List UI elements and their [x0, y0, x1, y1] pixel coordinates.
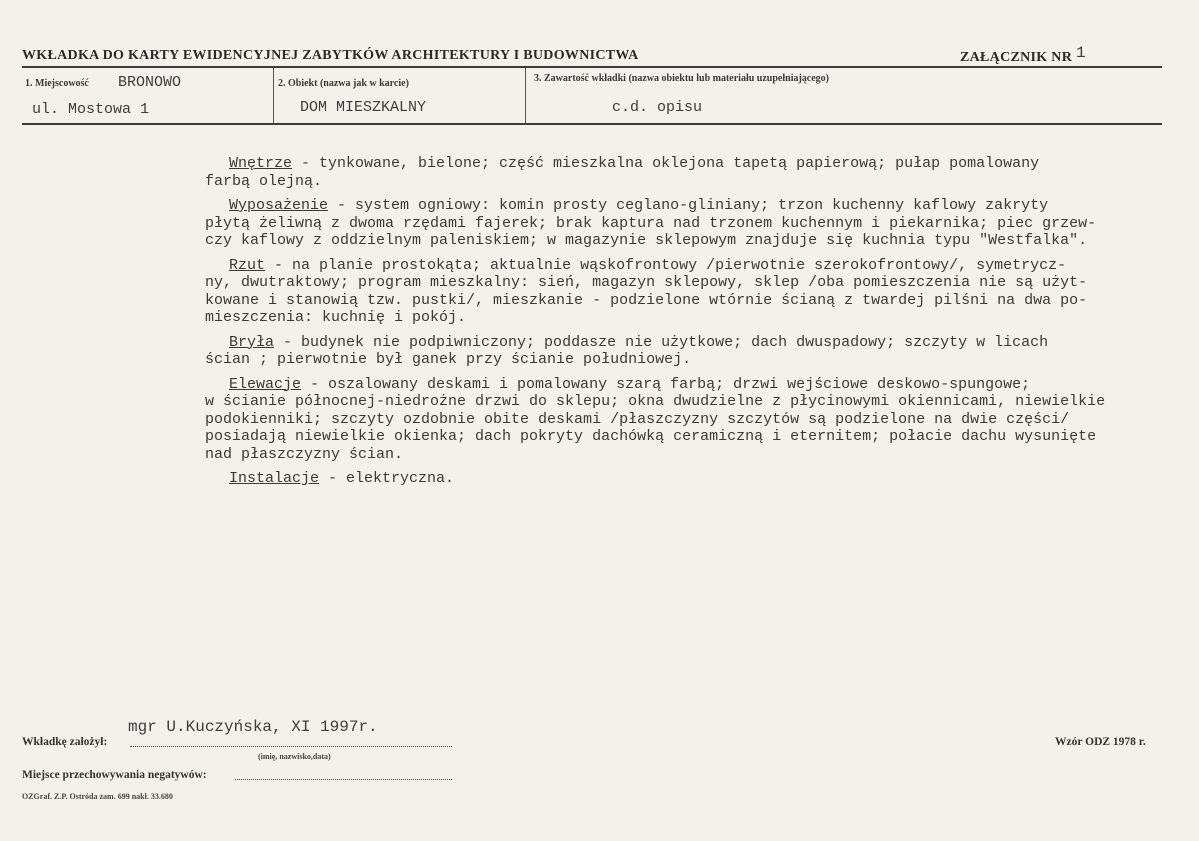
author-hint: (imię, nazwisko,data) — [258, 752, 331, 761]
field-2-label: 2. Obiekt (nazwa jak w karcie) — [278, 78, 409, 89]
storage-label: Miejsce przechowywania negatywów: — [22, 769, 207, 781]
header-rule-top — [22, 66, 1162, 68]
attachment-number: 1 — [1075, 44, 1086, 62]
paragraph-installations — [205, 470, 1185, 488]
text-line: - oszalowany deskami i pomalowany szarą farbą; drzwi wejściowe deskowo-spungowe; — [301, 375, 1031, 393]
heading-plan: Rzut — [229, 256, 266, 274]
field-1-value-street: ul. Mostowa 1 — [32, 101, 150, 118]
text-line: płytą żeliwną z dwoma rzędami fajerek; brak kaptura nad trzonem kuchennym i piekarnika; piec grzew- — [205, 214, 1097, 232]
field-divider-2 — [525, 68, 526, 123]
paragraph-equipment — [205, 197, 1185, 250]
text-line: farbą olejną. — [205, 172, 323, 190]
field-divider-1 — [273, 68, 274, 123]
text-line: - budynek nie podpiwniczony; poddasze nie użytkowe; dach dwuspadowy; szczyty w licach — [274, 333, 1049, 351]
attachment-label-text: ZAŁĄCZNIK NR — [960, 50, 1073, 65]
printer-note: OZGraf. Z.P. Ostróda zam. 699 nakł. 33.680 — [22, 792, 173, 801]
field-2-value: DOM MIESZKALNY — [300, 99, 427, 116]
form-id: Wzór ODZ 1978 r. — [1055, 736, 1146, 748]
text-line: mieszczenia: kuchnię i pokój. — [205, 309, 467, 326]
field-3-value: c.d. opisu — [612, 99, 703, 116]
text-line: - tynkowane, bielone; część mieszkalna oklejona tapetą papierową; pułap pomalowany — [292, 155, 1040, 172]
header-rule-bottom — [22, 123, 1162, 125]
paragraph-plan — [205, 257, 1185, 327]
attachment-label — [960, 44, 1086, 66]
storage-dotted-line — [235, 779, 452, 780]
text-line: czy kaflowy z oddzielnym paleniskiem; w magazynie sklepowym znajduje się kuchnia typu "Westfalka". — [205, 232, 1088, 249]
heading-massing: Bryła — [229, 333, 275, 351]
heading-equipment: Wyposażenie — [229, 197, 329, 214]
heading-installations: Instalacje — [229, 470, 320, 487]
paragraph-elevations — [205, 376, 1185, 464]
author-dotted-line — [130, 746, 452, 747]
author-label: Wkładkę założył: — [22, 736, 108, 748]
text-line: - na planie prostokąta; aktualnie wąskofrontowy /pierwotnie szerokofrontowy/, symetrycz- — [265, 256, 1067, 274]
text-line: - system ogniowy: komin prosty ceglano-gliniany; trzon kuchenny kaflowy zakryty — [328, 197, 1049, 214]
text-line: nad płaszczyzny ścian. — [205, 445, 404, 463]
text-line: w ścianie północnej-niedrożne drzwi do sklepu; okna dwudzielne z płycinowymi okiennicami, niewielkie — [205, 393, 1106, 410]
text-line: podokienniki; szczyty ozdobnie obite deskami /płaszczyzny szczytów są podzielone na dwie części/ — [205, 410, 1070, 428]
description-body — [205, 155, 1185, 495]
field-3-label: 3. Zawartość wkładki (nazwa obiektu lub materiału uzupełniającego) — [534, 73, 830, 84]
text-line: - elektryczna. — [319, 470, 455, 487]
heading-interior: Wnętrze — [229, 155, 293, 172]
field-1-value: BRONOWO — [118, 74, 182, 91]
author-value: mgr U.Kuczyńska, XI 1997r. — [128, 718, 378, 736]
heading-elevations: Elewacje — [229, 375, 302, 393]
paragraph-interior — [205, 155, 1185, 190]
text-line: posiadają niewielkie okienka; dach pokryty dachówką ceramiczną i eternitem; połacie dachu wysunięte — [205, 428, 1097, 445]
paragraph-massing — [205, 334, 1185, 369]
form-title: WKŁADKA DO KARTY EWIDENCYJNEJ ZABYTKÓW ARCHITEKTURY I BUDOWNICTWA — [22, 48, 639, 63]
text-line: ścian ; pierwotnie był ganek przy ścianie południowej. — [205, 351, 692, 368]
text-line: ny, dwutraktowy; program mieszkalny: sień, magazyn sklepowy, sklep /oba pomieszczenia nie są użyt- — [205, 274, 1088, 291]
text-line: kowane i stanowią tzw. pustki/, mieszkanie - podzielone wtórnie ścianą z twardej pilśni na dwa po- — [205, 291, 1088, 309]
field-1-label: 1. Miejscowość — [25, 78, 89, 89]
